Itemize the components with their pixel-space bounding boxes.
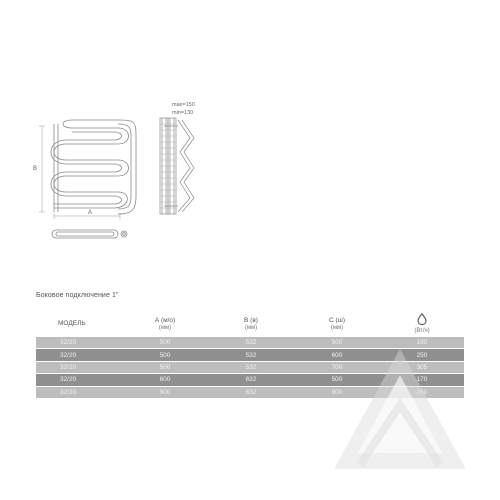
header-a-label: А (м/о) xyxy=(154,316,176,324)
cell-power: 305 xyxy=(380,361,464,373)
header-power xyxy=(380,310,464,337)
cell-power: 280 xyxy=(380,386,464,398)
spacing-max-label: max=150 xyxy=(172,102,195,108)
header-c-unit: (мм) xyxy=(330,324,344,331)
header-a xyxy=(122,310,208,337)
connection-caption: Боковое подключение 1" xyxy=(36,292,119,299)
cell-a: 500 xyxy=(122,361,208,373)
cell-b: 532 xyxy=(208,361,294,373)
cell-model: 32/20 xyxy=(36,386,122,398)
header-model xyxy=(36,310,122,337)
cell-a: 500 xyxy=(122,337,208,349)
header-b xyxy=(208,310,294,337)
dimension-label-b: В xyxy=(33,166,38,172)
header-a-unit: (мм) xyxy=(158,324,172,331)
cell-model: 32/20 xyxy=(36,374,122,386)
header-b-unit: (мм) xyxy=(244,324,258,331)
cell-b: 632 xyxy=(208,374,294,386)
cell-a: 900 xyxy=(122,386,208,398)
header-c-label: С (ш) xyxy=(328,316,346,324)
cell-power: 250 xyxy=(380,349,464,361)
cell-b: 532 xyxy=(208,337,294,349)
cell-model: 32/20 xyxy=(36,361,122,373)
cell-a: 600 xyxy=(122,374,208,386)
bottom-view-drawing xyxy=(52,230,127,238)
cell-c: 900 xyxy=(294,386,380,398)
header-model-label: МОДЕЛЬ xyxy=(58,320,86,327)
spacing-min-label: min=130 xyxy=(172,110,194,116)
cell-power: 170 xyxy=(380,374,464,386)
dimension-label-a: А xyxy=(88,210,93,216)
cell-c: 600 xyxy=(294,349,380,361)
cell-power: 190 xyxy=(380,337,464,349)
cell-c: 500 xyxy=(294,337,380,349)
heat-drop-icon xyxy=(417,313,427,325)
header-power-unit: (Вт/ч) xyxy=(414,328,430,334)
cell-c: 700 xyxy=(294,361,380,373)
header-b-label: В (в) xyxy=(244,316,258,324)
cell-model: 32/20 xyxy=(36,349,122,361)
cell-b: 632 xyxy=(208,386,294,398)
table-header-row xyxy=(36,310,464,337)
cell-model: 32/20 xyxy=(36,337,122,349)
watermark-logo xyxy=(330,345,470,475)
cell-a: 500 xyxy=(122,349,208,361)
cell-b: 532 xyxy=(208,349,294,361)
front-view-drawing xyxy=(39,120,136,219)
cell-c: 500 xyxy=(294,374,380,386)
header-c xyxy=(294,310,380,337)
